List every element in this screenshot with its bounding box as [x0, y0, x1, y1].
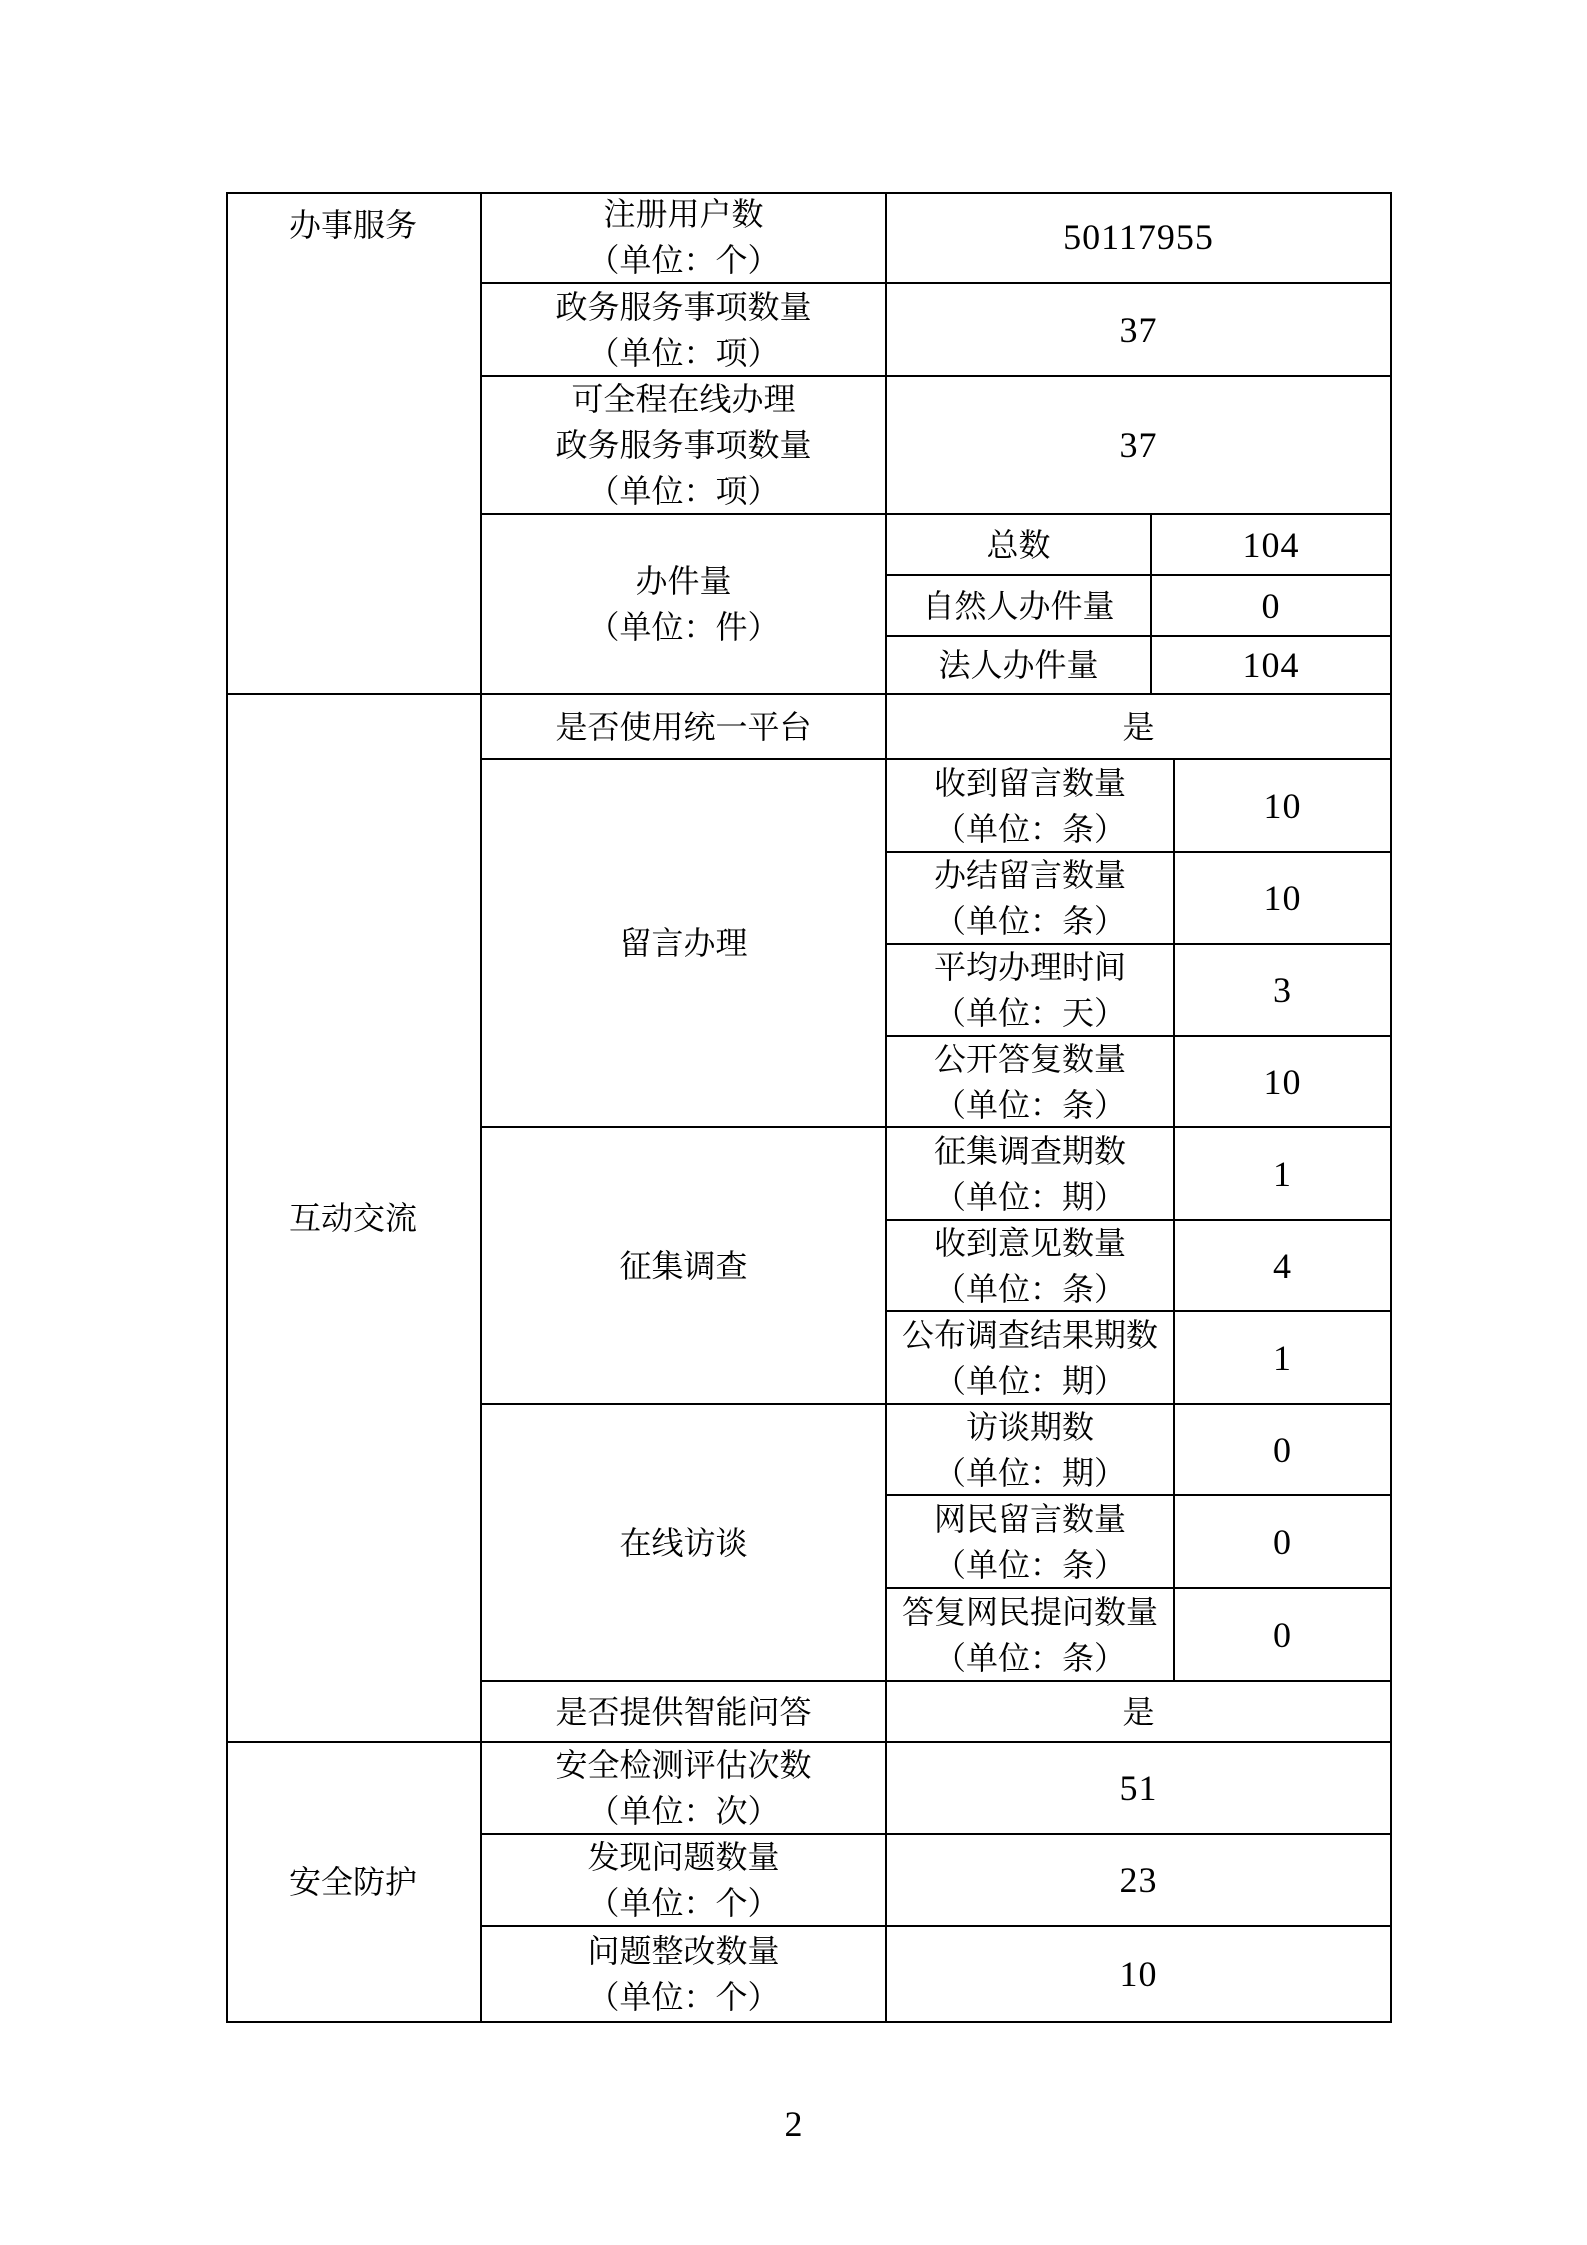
group-label-survey — [482, 1128, 887, 1405]
subitem-label-text: 总数 — [986, 526, 1051, 563]
value-problems-found — [887, 1835, 1392, 1927]
subitem-label-interview-periods — [887, 1405, 1175, 1496]
value-text: 是 — [1122, 708, 1155, 745]
group-unit-text: （单位：件） — [587, 609, 780, 645]
value-text: 10 — [1263, 1061, 1302, 1102]
subitem-unit-text: （单位：条） — [933, 1639, 1126, 1676]
value-survey-periods — [1175, 1128, 1392, 1221]
subitem-unit-text: （单位：期） — [933, 1362, 1126, 1399]
value-netizen-answers — [1175, 1589, 1392, 1682]
value-text: 是 — [1122, 1693, 1155, 1730]
subitem-label-cases-natural-person — [887, 576, 1152, 637]
subitem-label-cases-legal-person — [887, 637, 1152, 695]
value-text: 37 — [1119, 309, 1158, 350]
group-label-text: 征集调查 — [619, 1247, 748, 1284]
group-label-text: 留言办理 — [619, 925, 748, 961]
subitem-unit-text: （单位：条） — [933, 903, 1126, 939]
item-label-text: 是否使用统一平台 — [555, 708, 812, 745]
value-cases-total — [1152, 515, 1392, 576]
value-registered-users — [887, 192, 1392, 284]
category-cell-office-services — [226, 192, 482, 695]
value-text: 50117955 — [1063, 217, 1214, 257]
value-netizen-messages — [1175, 1496, 1392, 1589]
subitem-label-text: 访谈期数 — [965, 1408, 1094, 1445]
subitem-label-survey-periods — [887, 1128, 1175, 1221]
item-label-problems-found — [482, 1835, 887, 1927]
value-text: 23 — [1119, 1860, 1158, 1900]
subitem-label-text: 收到留言数量 — [933, 764, 1126, 801]
value-survey-results — [1175, 1312, 1392, 1405]
value-smart-qa — [887, 1682, 1392, 1743]
subitem-label-cases-total — [887, 515, 1152, 576]
value-security-checks — [887, 1743, 1392, 1835]
subitem-label-survey-opinions — [887, 1221, 1175, 1312]
value-text: 0 — [1273, 1614, 1292, 1655]
value-text: 1 — [1273, 1337, 1292, 1378]
value-service-items — [887, 284, 1392, 377]
subitem-unit-text: （单位：期） — [933, 1178, 1126, 1215]
subitem-unit-text: （单位：天） — [933, 995, 1126, 1031]
subitem-label-text: 网民留言数量 — [933, 1500, 1126, 1537]
item-label-text: 是否提供智能问答 — [555, 1693, 812, 1730]
value-text: 104 — [1242, 645, 1300, 685]
value-text: 10 — [1263, 878, 1302, 918]
item-unit-text: （单位：次） — [587, 1793, 780, 1829]
item-label-unified-platform — [482, 695, 887, 760]
value-messages-completed — [1175, 853, 1392, 945]
group-label-interview — [482, 1405, 887, 1682]
value-cases-natural-person — [1152, 576, 1392, 637]
category-label-security: 安全防护 — [288, 1864, 417, 1900]
item-unit-text: （单位：个） — [587, 242, 780, 278]
subitem-label-netizen-messages — [887, 1496, 1175, 1589]
value-text: 104 — [1242, 524, 1300, 565]
value-text: 3 — [1273, 970, 1292, 1010]
subitem-unit-text: （单位：条） — [933, 1546, 1126, 1583]
item-label-text: 政务服务事项数量 — [555, 288, 812, 325]
subitem-label-average-handling-time — [887, 945, 1175, 1037]
page-number: 2 — [784, 2104, 803, 2144]
value-interview-periods — [1175, 1405, 1392, 1496]
subitem-label-messages-received — [887, 760, 1175, 853]
group-label-text: 办件量 — [635, 563, 732, 599]
group-label-cases — [482, 515, 887, 695]
item-label-problems-fixed — [482, 1927, 887, 2023]
group-label-text: 在线访谈 — [619, 1524, 748, 1561]
category-label-office-services: 办事服务 — [288, 207, 417, 243]
value-unified-platform — [887, 695, 1392, 760]
item-label-registered-users — [482, 192, 887, 284]
subitem-unit-text: （单位：条） — [933, 810, 1126, 847]
item-unit-text: （单位：个） — [587, 1979, 780, 2015]
item-label-service-items — [482, 284, 887, 377]
subitem-label-netizen-answers — [887, 1589, 1175, 1682]
value-text: 51 — [1119, 1768, 1158, 1808]
category-cell-interaction — [226, 695, 482, 1743]
subitem-label-text: 自然人办件量 — [922, 587, 1115, 624]
subitem-label-text: 公布调查结果期数 — [901, 1316, 1158, 1353]
value-text: 0 — [1273, 1429, 1292, 1470]
group-label-message-handling — [482, 760, 887, 1128]
item-unit-text: （单位：项） — [587, 473, 780, 509]
subitem-label-text: 征集调查期数 — [933, 1132, 1126, 1169]
item-label-text-line2: 政务服务事项数量 — [555, 427, 812, 463]
subitem-unit-text: （单位：期） — [933, 1454, 1126, 1491]
subitem-label-text: 平均办理时间 — [933, 949, 1126, 985]
value-public-replies — [1175, 1037, 1392, 1128]
subitem-label-survey-results — [887, 1312, 1175, 1405]
item-label-security-checks — [482, 1743, 887, 1835]
value-messages-received — [1175, 760, 1392, 853]
value-text: 0 — [1261, 585, 1281, 626]
item-label-text: 注册用户数 — [603, 196, 764, 232]
category-cell-security — [226, 1743, 482, 2023]
item-label-text-line1: 可全程在线办理 — [571, 381, 796, 417]
value-text: 37 — [1119, 425, 1158, 465]
value-text: 1 — [1273, 1153, 1292, 1194]
value-survey-opinions — [1175, 1221, 1392, 1312]
subitem-unit-text: （单位：条） — [933, 1086, 1126, 1123]
subitem-label-text: 答复网民提问数量 — [901, 1593, 1158, 1630]
item-unit-text: （单位：个） — [587, 1885, 780, 1921]
value-online-items — [887, 377, 1392, 515]
value-problems-fixed — [887, 1927, 1392, 2023]
subitem-label-text: 法人办件量 — [938, 647, 1099, 683]
value-cases-legal-person — [1152, 637, 1392, 695]
item-unit-text: （单位：项） — [587, 334, 780, 371]
value-text: 10 — [1263, 785, 1302, 826]
subitem-label-text: 办结留言数量 — [933, 857, 1126, 893]
subitem-label-text: 收到意见数量 — [933, 1224, 1126, 1261]
item-label-smart-qa — [482, 1682, 887, 1743]
item-label-text: 问题整改数量 — [587, 1933, 780, 1969]
item-label-text: 发现问题数量 — [587, 1839, 780, 1875]
value-text: 0 — [1273, 1521, 1292, 1562]
subitem-label-messages-completed — [887, 853, 1175, 945]
report-table — [226, 192, 1392, 2023]
subitem-label-text: 公开答复数量 — [933, 1040, 1126, 1077]
category-label-interaction: 互动交流 — [288, 1200, 417, 1236]
subitem-unit-text: （单位：条） — [933, 1270, 1126, 1307]
value-average-handling-time — [1175, 945, 1392, 1037]
item-label-text: 安全检测评估次数 — [555, 1747, 812, 1783]
item-label-online-items — [482, 377, 887, 515]
value-text: 10 — [1119, 1954, 1158, 1994]
subitem-label-public-replies — [887, 1037, 1175, 1128]
value-text: 4 — [1273, 1245, 1292, 1286]
